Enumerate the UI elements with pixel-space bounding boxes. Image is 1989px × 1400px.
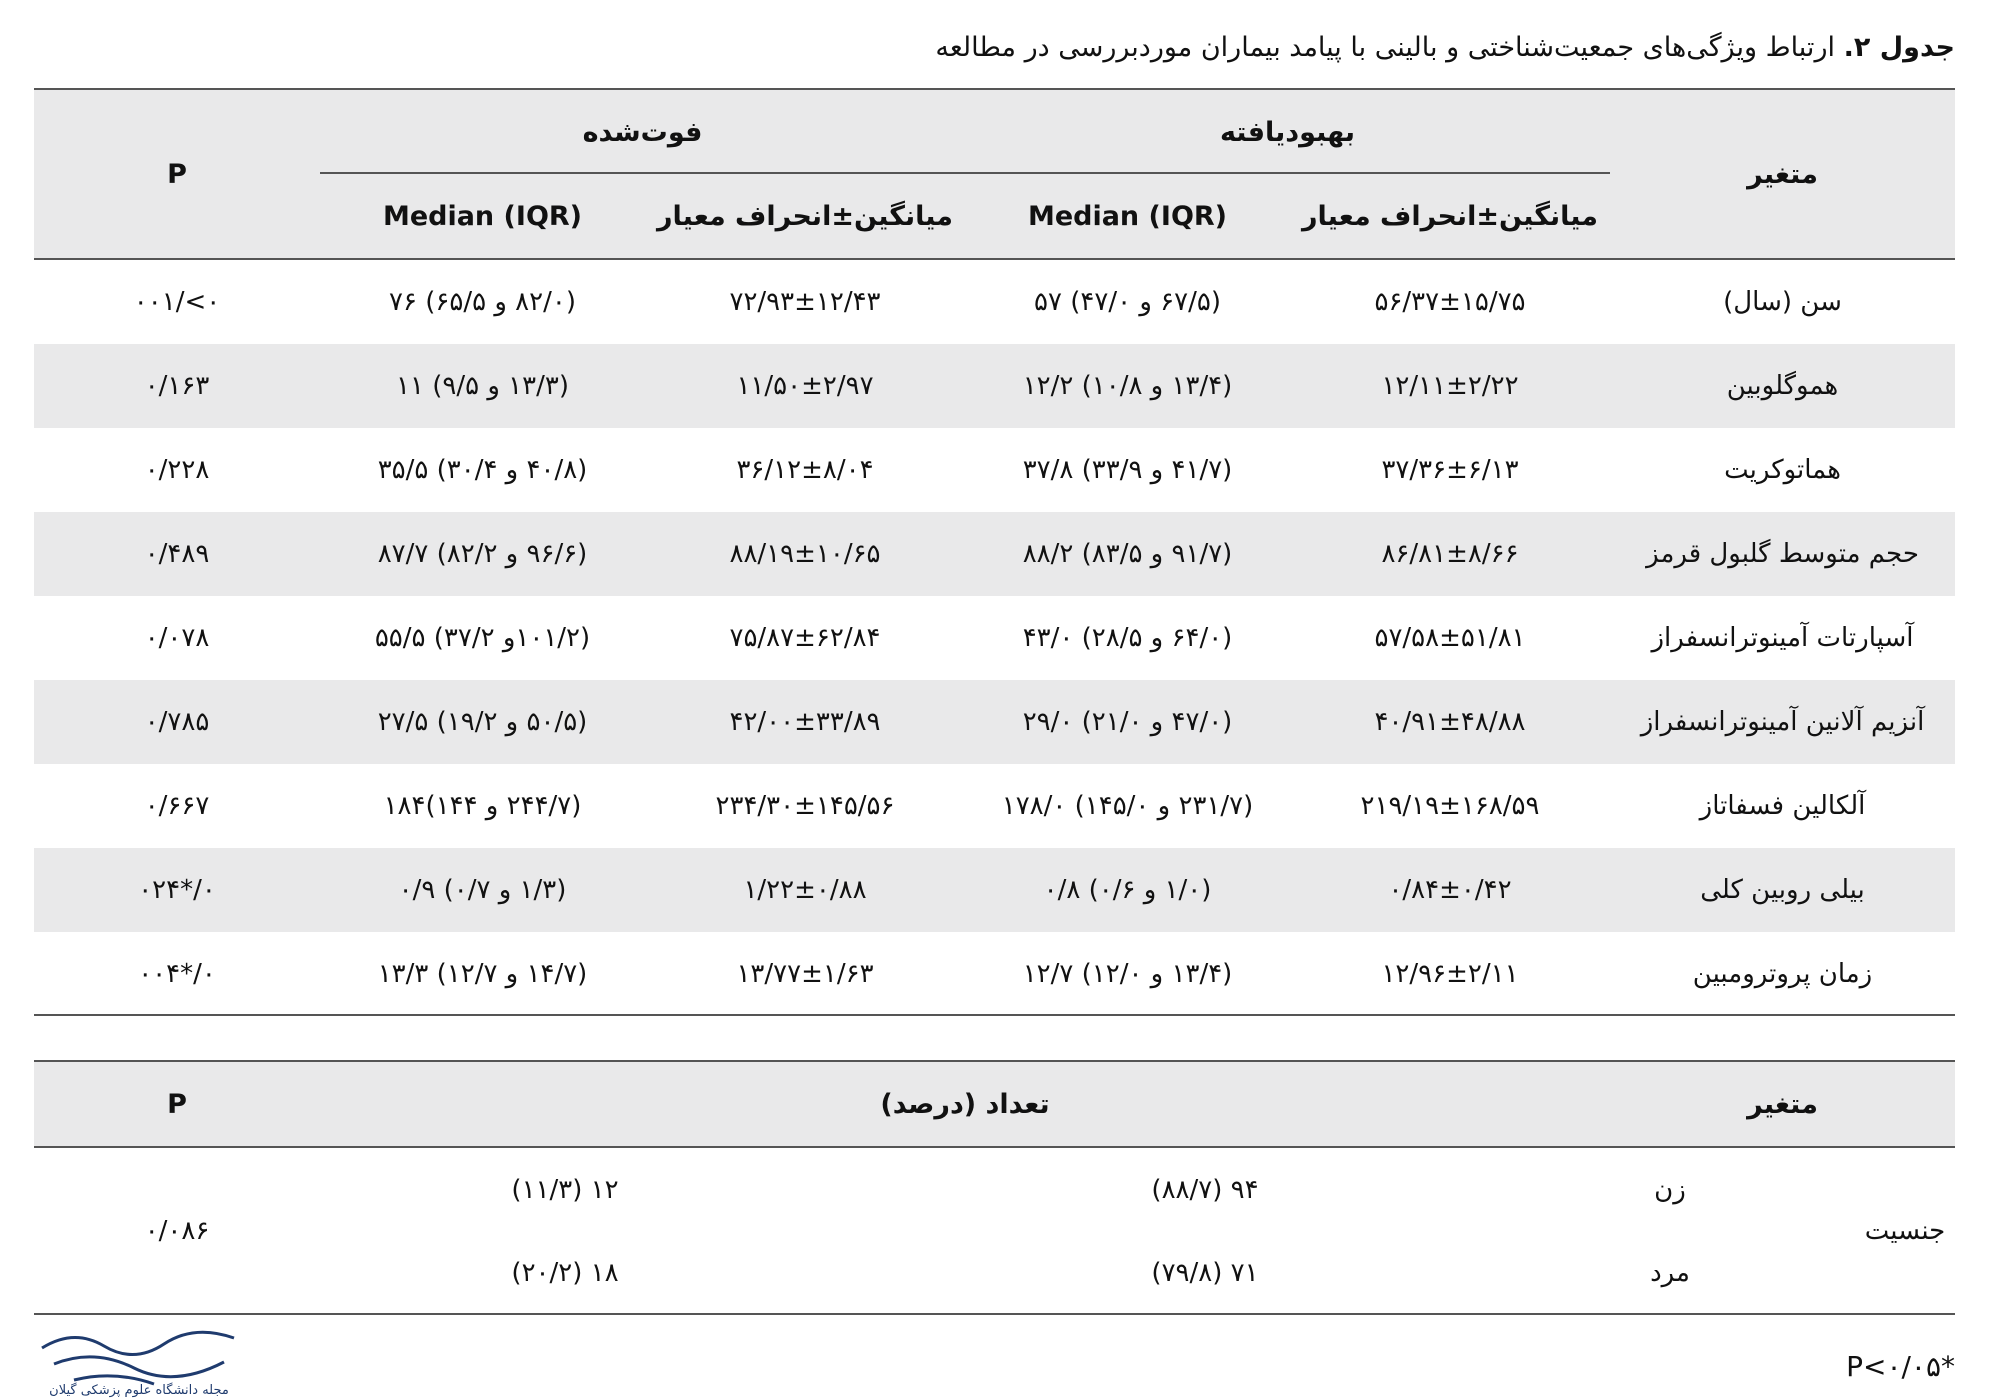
cell-recovered-mean-sd: ۴۰/۹۱±۴۸/۸۸ [1374, 707, 1526, 737]
cell-deceased-median-iqr: (۱۳/۳ و ۹/۵) ۱۱ [396, 371, 569, 401]
t2-header-p: P [167, 1088, 187, 1120]
cell-variable: آسپارتات آمینوترانسفراز [1651, 623, 1914, 653]
cell-deceased-mean-sd: ۲۳۴/۳۰±۱۴۵/۵۶ [715, 791, 895, 821]
cell-variable: زمان پروترومبین [1692, 959, 1873, 989]
cell-p-value: ۰/۱۶۳ [144, 371, 210, 401]
cell-deceased-mean-sd: ۸۸/۱۹±۱۰/۶۵ [729, 539, 881, 569]
cell-recovered-median-iqr: (۶۷/۵ و ۴۷/۰) ۵۷ [1034, 287, 1221, 317]
table2-header [34, 1062, 1955, 1146]
cell-variable: هموگلوبین [1726, 371, 1839, 401]
cell-deceased-mean-sd: ۴۲/۰۰±۳۳/۸۹ [729, 707, 881, 737]
gender-male-deceased: ۱۸ (۲۰/۲) [511, 1257, 619, 1288]
cell-deceased-median-iqr: (۹۶/۶ و ۸۲/۲) ۸۷/۷ [377, 539, 588, 569]
caption-lead: جدول ۲. [1843, 32, 1955, 63]
cell-deceased-median-iqr: (۲۴۴/۷ و ۱۴۴)۱۸۴ [383, 791, 582, 821]
cell-deceased-median-iqr: (۵۰/۵ و ۱۹/۲) ۲۷/۵ [377, 707, 588, 737]
cell-recovered-mean-sd: ۱۲/۹۶±۲/۱۱ [1381, 959, 1519, 989]
cell-variable: سن (سال) [1723, 287, 1842, 317]
cell-deceased-mean-sd: ۱۱/۵۰±۲/۹۷ [736, 371, 874, 401]
cell-p-value: ۰/۰۷۸ [144, 623, 210, 653]
cell-deceased-median-iqr: (۸۲/۰ و ۶۵/۵) ۷۶ [389, 287, 576, 317]
cell-p-value: ۰/*۰۲۴ [138, 875, 216, 905]
caption-text: ارتباط ویژگی‌های جمعیت‌شناختی و بالینی با پیامد بیماران موردبررسی در مطالعه [935, 32, 1844, 63]
cell-deceased-median-iqr: (۱/۳ و ۰/۷) ۰/۹ [398, 875, 567, 905]
table-row [34, 764, 1955, 848]
t2-header-count: تعداد (درصد) [880, 1088, 1050, 1120]
cell-deceased-median-iqr: (۱۰۱/۲و ۳۷/۲) ۵۵/۵ [374, 623, 591, 653]
cell-deceased-mean-sd: ۷۵/۸۷±۶۲/۸۴ [729, 623, 881, 653]
cell-recovered-median-iqr: (۲۳۱/۷ و ۱۴۵/۰) ۱۷۸/۰ [1001, 791, 1254, 821]
cell-recovered-mean-sd: ۳۷/۳۶±۶/۱۳ [1381, 455, 1519, 485]
cell-recovered-median-iqr: (۹۱/۷ و ۸۳/۵) ۸۸/۲ [1022, 539, 1233, 569]
logo-text: مجله دانشگاه علوم پزشکی گیلان [49, 1383, 229, 1398]
cell-recovered-median-iqr: (۱۳/۴ و ۱۰/۸) ۱۲/۲ [1022, 371, 1233, 401]
cell-deceased-median-iqr: (۱۴/۷ و ۱۲/۷) ۱۳/۳ [377, 959, 588, 989]
header-p: P [167, 158, 187, 190]
gender-female-label: زن [1654, 1174, 1686, 1205]
cell-recovered-median-iqr: (۴۷/۰ و ۲۱/۰) ۲۹/۰ [1022, 707, 1233, 737]
cell-p-value: ۰>/۰۰۱ [133, 287, 221, 317]
gender-p-value: ۰/۰۸۶ [144, 1216, 210, 1246]
cell-variable: بیلی روبین کلی [1700, 875, 1865, 905]
cell-variable: آنزیم آلانین آمینوترانسفراز [1640, 707, 1925, 737]
cell-deceased-mean-sd: ۱۳/۷۷±۱/۶۳ [736, 959, 874, 989]
gender-male-label: مرد [1650, 1257, 1690, 1288]
table-clinical-characteristics [34, 88, 1955, 1016]
table-row [34, 848, 1955, 932]
cell-deceased-mean-sd: ۱/۲۲±۰/۸۸ [743, 875, 867, 905]
cell-recovered-median-iqr: (۱۳/۴ و ۱۲/۰) ۱۲/۷ [1022, 959, 1233, 989]
table-row [34, 260, 1955, 344]
header-deceased-median-iqr: Median (IQR) [382, 200, 583, 232]
table-gender [34, 1060, 1955, 1315]
t2-header-variable: متغیر [1747, 1088, 1818, 1120]
header-recovered-median-iqr: Median (IQR) [1027, 200, 1228, 232]
cell-p-value: ۰/۶۶۷ [144, 791, 210, 821]
cell-p-value: ۰/۲۲۸ [144, 455, 210, 485]
cell-p-value: ۰/۴۸۹ [144, 539, 210, 569]
header-deceased-mean-sd: میانگین±انحراف معیار [657, 200, 953, 232]
table-row [34, 596, 1955, 680]
significance-footnote: P<۰/۰۵* [1846, 1350, 1955, 1383]
cell-recovered-mean-sd: ۵۷/۵۸±۵۱/۸۱ [1374, 623, 1526, 653]
header-group-divider [320, 172, 1610, 174]
header-recovered: بهبودیافته [1219, 116, 1356, 148]
gender-label: جنسیت [1864, 1216, 1946, 1246]
cell-recovered-mean-sd: ۸۶/۸۱±۸/۶۶ [1381, 539, 1519, 569]
gender-female-deceased: ۱۲ (۱۱/۳) [511, 1174, 619, 1205]
cell-recovered-median-iqr: (۱/۰ و ۰/۶) ۰/۸ [1043, 875, 1212, 905]
header-variable: متغیر [1747, 158, 1818, 190]
table-row [34, 512, 1955, 596]
table-row [34, 428, 1955, 512]
cell-deceased-mean-sd: ۳۶/۱۲±۸/۰۴ [736, 455, 874, 485]
journal-logo [34, 1318, 244, 1400]
cell-p-value: ۰/*۰۰۴ [138, 959, 216, 989]
table-row [34, 680, 1955, 764]
table-row [34, 932, 1955, 1016]
table-caption [34, 26, 1955, 70]
cell-variable: حجم متوسط گلبول قرمز [1646, 539, 1919, 569]
cell-variable: آلکالین فسفاتاز [1699, 791, 1866, 821]
header-deceased: فوت‌شده [582, 116, 703, 148]
cell-variable: هماتوکریت [1724, 455, 1841, 485]
cell-recovered-mean-sd: ۲۱۹/۱۹±۱۶۸/۵۹ [1360, 791, 1540, 821]
cell-p-value: ۰/۷۸۵ [144, 707, 210, 737]
gender-male-recovered: ۷۱ (۷۹/۸) [1151, 1257, 1259, 1288]
cell-recovered-mean-sd: ۵۶/۳۷±۱۵/۷۵ [1374, 287, 1526, 317]
cell-recovered-median-iqr: (۴۱/۷ و ۳۳/۹) ۳۷/۸ [1022, 455, 1233, 485]
cell-recovered-median-iqr: (۶۴/۰ و ۲۸/۵) ۴۳/۰ [1022, 623, 1233, 653]
cell-recovered-mean-sd: ۱۲/۱۱±۲/۲۲ [1381, 371, 1519, 401]
cell-deceased-mean-sd: ۷۲/۹۳±۱۲/۴۳ [729, 287, 881, 317]
table-row [34, 344, 1955, 428]
table-header [34, 90, 1955, 258]
gender-female-recovered: ۹۴ (۸۸/۷) [1151, 1174, 1259, 1205]
header-recovered-mean-sd: میانگین±انحراف معیار [1302, 200, 1598, 232]
cell-recovered-mean-sd: ۰/۸۴±۰/۴۲ [1388, 875, 1512, 905]
cell-deceased-median-iqr: (۴۰/۸ و ۳۰/۴) ۳۵/۵ [377, 455, 588, 485]
